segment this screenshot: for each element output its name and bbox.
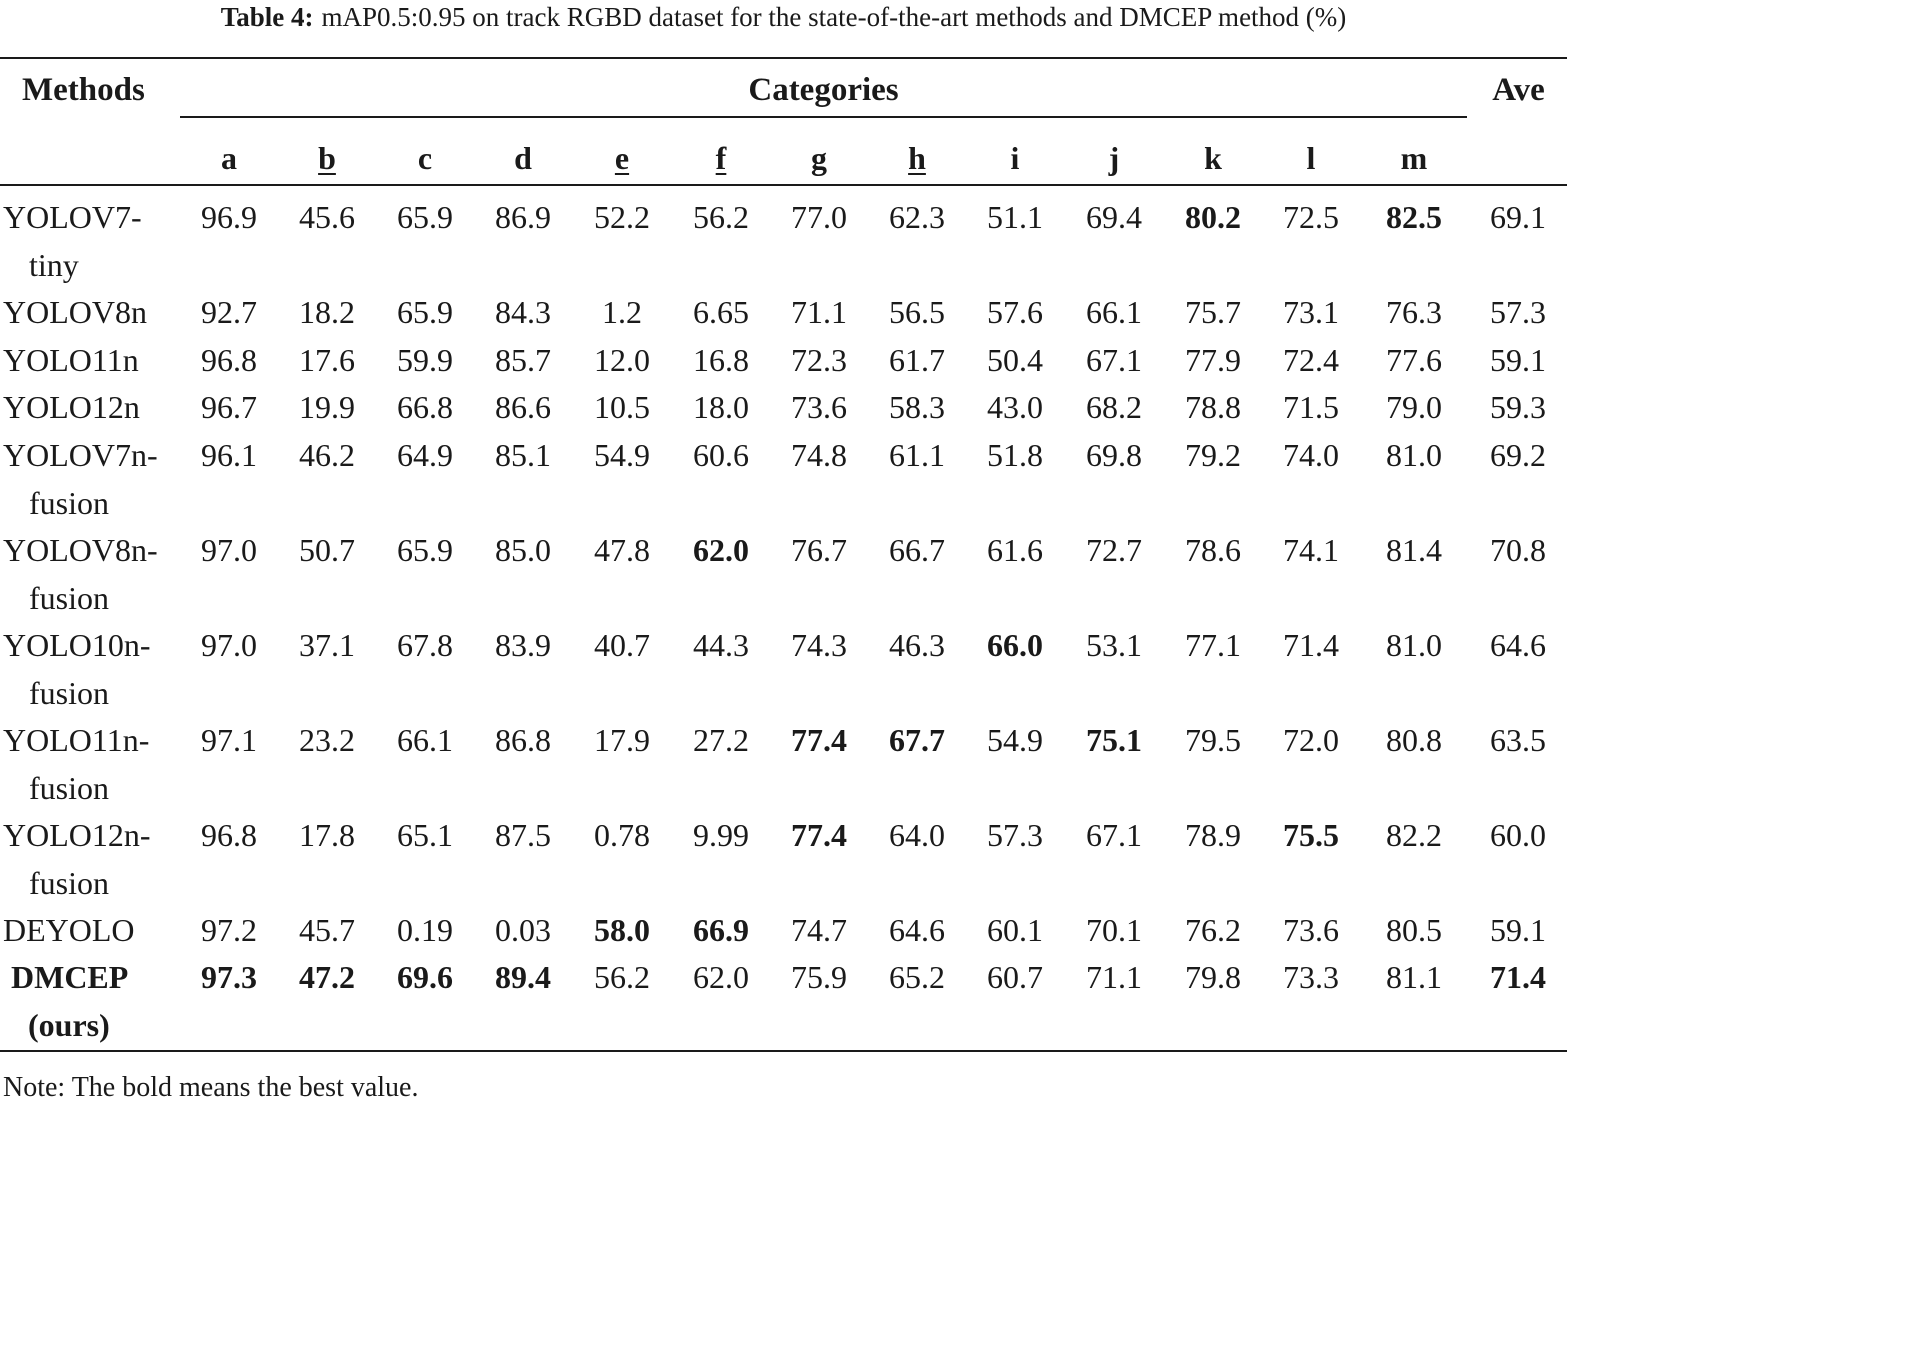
value-cell: 71.1 bbox=[1086, 959, 1142, 995]
value-cell: 72.3 bbox=[791, 341, 847, 378]
average-cell: 60.0 bbox=[1490, 816, 1546, 853]
value-cell: 65.9 bbox=[397, 199, 453, 235]
value-cell: 77.1 bbox=[1185, 626, 1241, 663]
value-cell: 57.6 bbox=[987, 294, 1043, 330]
value-cell: 85.1 bbox=[495, 436, 551, 473]
value-cell: 66.1 bbox=[1086, 294, 1142, 330]
value-cell: 57.3 bbox=[987, 816, 1043, 853]
value-cell: 97.1 bbox=[201, 721, 257, 758]
value-cell: 61.6 bbox=[987, 531, 1043, 568]
value-cell: 43.0 bbox=[987, 389, 1043, 425]
value-cell: 69.4 bbox=[1086, 199, 1142, 235]
method-name-line2: fusion bbox=[29, 579, 109, 616]
value-cell: 96.8 bbox=[201, 341, 257, 378]
value-cell: 40.7 bbox=[594, 626, 650, 663]
table-row bbox=[0, 193, 1567, 287]
value-cell: 56.2 bbox=[693, 199, 749, 235]
value-cell: 17.9 bbox=[594, 721, 650, 758]
value-cell: 19.9 bbox=[299, 389, 355, 425]
value-cell: 71.4 bbox=[1283, 626, 1339, 663]
column-header-b: b bbox=[318, 140, 336, 176]
value-cell: 65.1 bbox=[397, 816, 453, 853]
average-cell: 59.1 bbox=[1490, 341, 1546, 378]
table-caption bbox=[0, 2, 1567, 32]
column-header-j: j bbox=[1108, 140, 1120, 176]
value-cell: 6.65 bbox=[693, 294, 749, 330]
value-cell: 67.7 bbox=[889, 721, 945, 758]
value-cell: 54.9 bbox=[987, 721, 1043, 758]
value-cell: 0.19 bbox=[397, 911, 453, 948]
value-cell: 71.1 bbox=[791, 294, 847, 330]
value-cell: 74.8 bbox=[791, 436, 847, 473]
average-cell: 64.6 bbox=[1490, 626, 1546, 663]
value-cell: 44.3 bbox=[693, 626, 749, 663]
value-cell: 72.5 bbox=[1283, 199, 1339, 235]
value-cell: 67.8 bbox=[397, 626, 453, 663]
value-cell: 81.1 bbox=[1386, 959, 1442, 995]
value-cell: 66.8 bbox=[397, 389, 453, 425]
value-cell: 12.0 bbox=[594, 341, 650, 378]
value-cell: 71.5 bbox=[1283, 389, 1339, 425]
method-name bbox=[3, 526, 178, 622]
method-name bbox=[3, 953, 178, 1049]
value-cell: 78.8 bbox=[1185, 389, 1241, 425]
average-cell: 59.1 bbox=[1490, 911, 1546, 948]
value-cell: 77.9 bbox=[1185, 341, 1241, 378]
value-cell: 76.2 bbox=[1185, 911, 1241, 948]
value-cell: 18.2 bbox=[299, 294, 355, 330]
value-cell: 65.9 bbox=[397, 294, 453, 330]
method-name-line1: YOLOV7n- bbox=[3, 436, 158, 473]
value-cell: 78.6 bbox=[1185, 531, 1241, 568]
value-cell: 0.03 bbox=[495, 911, 551, 948]
value-cell: 73.6 bbox=[1283, 911, 1339, 948]
method-name-line1: YOLO11n- bbox=[3, 721, 150, 758]
method-name bbox=[3, 193, 178, 289]
categories-rule bbox=[180, 116, 1467, 118]
value-cell: 59.9 bbox=[397, 341, 453, 378]
method-name-line1: DEYOLO bbox=[3, 911, 135, 948]
header-rule bbox=[0, 184, 1567, 186]
column-header-k: k bbox=[1204, 140, 1222, 176]
value-cell: 79.5 bbox=[1185, 721, 1241, 758]
value-cell: 66.1 bbox=[397, 721, 453, 758]
value-cell: 97.0 bbox=[201, 626, 257, 663]
value-cell: 86.6 bbox=[495, 389, 551, 425]
value-cell: 0.78 bbox=[594, 816, 650, 853]
method-name bbox=[3, 336, 178, 384]
value-cell: 81.4 bbox=[1386, 531, 1442, 568]
method-name-line1: YOLO12n- bbox=[3, 816, 151, 853]
value-cell: 66.7 bbox=[889, 531, 945, 568]
value-cell: 77.6 bbox=[1386, 341, 1442, 378]
value-cell: 68.2 bbox=[1086, 389, 1142, 425]
table-row bbox=[0, 431, 1567, 525]
value-cell: 97.3 bbox=[201, 959, 257, 995]
value-cell: 51.8 bbox=[987, 436, 1043, 473]
table-row bbox=[0, 288, 1567, 335]
value-cell: 74.1 bbox=[1283, 531, 1339, 568]
method-name-line1: YOLO10n- bbox=[3, 626, 151, 663]
value-cell: 52.2 bbox=[594, 199, 650, 235]
table-row bbox=[0, 716, 1567, 810]
value-cell: 62.0 bbox=[693, 531, 749, 568]
value-cell: 81.0 bbox=[1386, 626, 1442, 663]
value-cell: 45.6 bbox=[299, 199, 355, 235]
caption-text: mAP0.5:0.95 on track RGBD dataset for the state-of-the-art methods and DMCEP method (%) bbox=[321, 2, 1347, 32]
column-header-a: a bbox=[221, 140, 237, 176]
value-cell: 47.8 bbox=[594, 531, 650, 568]
value-cell: 81.0 bbox=[1386, 436, 1442, 473]
value-cell: 80.5 bbox=[1386, 911, 1442, 948]
value-cell: 23.2 bbox=[299, 721, 355, 758]
column-header-e: e bbox=[614, 140, 630, 176]
table-row bbox=[0, 621, 1567, 715]
value-cell: 86.9 bbox=[495, 199, 551, 235]
value-cell: 72.7 bbox=[1086, 531, 1142, 568]
average-cell: 59.3 bbox=[1490, 389, 1546, 425]
column-header-f: f bbox=[715, 140, 727, 176]
column-header-i: i bbox=[1010, 140, 1020, 176]
method-name bbox=[3, 716, 178, 812]
value-cell: 85.7 bbox=[495, 341, 551, 378]
value-cell: 77.0 bbox=[791, 199, 847, 235]
value-cell: 47.2 bbox=[299, 959, 355, 995]
method-name-line1: YOLOV8n bbox=[3, 294, 147, 330]
method-name-line2: tiny bbox=[29, 247, 79, 283]
value-cell: 89.4 bbox=[495, 959, 551, 995]
average-cell: 70.8 bbox=[1490, 531, 1546, 568]
method-name-line2: fusion bbox=[29, 769, 109, 806]
value-cell: 45.7 bbox=[299, 911, 355, 948]
value-cell: 76.3 bbox=[1386, 294, 1442, 330]
value-cell: 16.8 bbox=[693, 341, 749, 378]
column-header-m: m bbox=[1400, 140, 1428, 176]
value-cell: 50.4 bbox=[987, 341, 1043, 378]
column-header-d: d bbox=[514, 140, 532, 176]
value-cell: 87.5 bbox=[495, 816, 551, 853]
average-cell: 71.4 bbox=[1490, 959, 1546, 995]
value-cell: 75.9 bbox=[791, 959, 847, 995]
average-cell: 63.5 bbox=[1490, 721, 1546, 758]
bottom-rule bbox=[0, 1050, 1567, 1052]
method-name bbox=[3, 906, 178, 954]
column-header-c: c bbox=[417, 140, 433, 176]
value-cell: 84.3 bbox=[495, 294, 551, 330]
value-cell: 73.6 bbox=[791, 389, 847, 425]
value-cell: 73.3 bbox=[1283, 959, 1339, 995]
value-cell: 69.8 bbox=[1086, 436, 1142, 473]
value-cell: 56.5 bbox=[889, 294, 945, 330]
value-cell: 58.0 bbox=[594, 911, 650, 948]
value-cell: 82.5 bbox=[1386, 199, 1442, 235]
value-cell: 79.8 bbox=[1185, 959, 1241, 995]
table-row bbox=[0, 811, 1567, 905]
value-cell: 61.1 bbox=[889, 436, 945, 473]
value-cell: 80.2 bbox=[1185, 199, 1241, 235]
method-name-line2: fusion bbox=[29, 484, 109, 521]
value-cell: 96.8 bbox=[201, 816, 257, 853]
value-cell: 54.9 bbox=[594, 436, 650, 473]
value-cell: 17.6 bbox=[299, 341, 355, 378]
value-cell: 97.0 bbox=[201, 531, 257, 568]
value-cell: 62.0 bbox=[693, 959, 749, 995]
value-cell: 18.0 bbox=[693, 389, 749, 425]
method-name-line1: YOLOV8n- bbox=[3, 531, 158, 568]
method-name bbox=[3, 621, 178, 717]
value-cell: 50.7 bbox=[299, 531, 355, 568]
value-cell: 46.2 bbox=[299, 436, 355, 473]
method-name bbox=[3, 431, 178, 527]
value-cell: 74.3 bbox=[791, 626, 847, 663]
value-cell: 83.9 bbox=[495, 626, 551, 663]
value-cell: 96.1 bbox=[201, 436, 257, 473]
value-cell: 80.8 bbox=[1386, 721, 1442, 758]
column-header-l: l bbox=[1306, 140, 1316, 176]
table-row bbox=[0, 906, 1567, 953]
value-cell: 64.9 bbox=[397, 436, 453, 473]
value-cell: 56.2 bbox=[594, 959, 650, 995]
method-name-line2: (ours) bbox=[28, 1007, 110, 1043]
value-cell: 69.6 bbox=[397, 959, 453, 995]
value-cell: 82.2 bbox=[1386, 816, 1442, 853]
value-cell: 46.3 bbox=[889, 626, 945, 663]
value-cell: 58.3 bbox=[889, 389, 945, 425]
value-cell: 97.2 bbox=[201, 911, 257, 948]
column-header-h: h bbox=[908, 140, 926, 176]
value-cell: 64.6 bbox=[889, 911, 945, 948]
table-row bbox=[0, 953, 1567, 1047]
average-cell: 57.3 bbox=[1490, 294, 1546, 330]
method-name-line1: YOLO11n bbox=[3, 341, 139, 378]
method-name-line1: YOLO12n bbox=[3, 389, 140, 425]
value-cell: 70.1 bbox=[1086, 911, 1142, 948]
value-cell: 96.7 bbox=[201, 389, 257, 425]
table-note: Note: The bold means the best value. bbox=[3, 1072, 419, 1103]
value-cell: 79.2 bbox=[1185, 436, 1241, 473]
value-cell: 85.0 bbox=[495, 531, 551, 568]
method-name bbox=[3, 288, 178, 336]
value-cell: 62.3 bbox=[889, 199, 945, 235]
methods-header: Methods bbox=[22, 72, 145, 108]
value-cell: 75.7 bbox=[1185, 294, 1241, 330]
method-name-line1: YOLOV7- bbox=[3, 199, 142, 235]
value-cell: 86.8 bbox=[495, 721, 551, 758]
value-cell: 60.7 bbox=[987, 959, 1043, 995]
value-cell: 65.2 bbox=[889, 959, 945, 995]
value-cell: 77.4 bbox=[791, 721, 847, 758]
value-cell: 96.9 bbox=[201, 199, 257, 235]
value-cell: 51.1 bbox=[987, 199, 1043, 235]
value-cell: 66.9 bbox=[693, 911, 749, 948]
value-cell: 53.1 bbox=[1086, 626, 1142, 663]
value-cell: 79.0 bbox=[1386, 389, 1442, 425]
value-cell: 72.4 bbox=[1283, 341, 1339, 378]
value-cell: 92.7 bbox=[201, 294, 257, 330]
value-cell: 78.9 bbox=[1185, 816, 1241, 853]
value-cell: 17.8 bbox=[299, 816, 355, 853]
column-header-g: g bbox=[811, 140, 827, 176]
value-cell: 10.5 bbox=[594, 389, 650, 425]
value-cell: 67.1 bbox=[1086, 341, 1142, 378]
ave-header: Ave bbox=[1492, 72, 1545, 108]
categories-header: Categories bbox=[748, 72, 899, 108]
value-cell: 75.5 bbox=[1283, 816, 1339, 853]
method-name bbox=[3, 811, 178, 907]
value-cell: 76.7 bbox=[791, 531, 847, 568]
method-name-line2: fusion bbox=[29, 864, 109, 901]
value-cell: 27.2 bbox=[693, 721, 749, 758]
table-row bbox=[0, 526, 1567, 620]
top-rule bbox=[0, 57, 1567, 59]
caption-label: Table 4: bbox=[220, 2, 314, 32]
value-cell: 60.1 bbox=[987, 911, 1043, 948]
value-cell: 67.1 bbox=[1086, 816, 1142, 853]
value-cell: 1.2 bbox=[602, 294, 642, 330]
method-name bbox=[3, 383, 178, 431]
value-cell: 64.0 bbox=[889, 816, 945, 853]
average-cell: 69.1 bbox=[1490, 199, 1546, 235]
table-row bbox=[0, 336, 1567, 383]
value-cell: 72.0 bbox=[1283, 721, 1339, 758]
value-cell: 77.4 bbox=[791, 816, 847, 853]
method-name-line1: DMCEP bbox=[11, 959, 129, 995]
value-cell: 74.0 bbox=[1283, 436, 1339, 473]
table-row bbox=[0, 383, 1567, 430]
value-cell: 60.6 bbox=[693, 436, 749, 473]
value-cell: 74.7 bbox=[791, 911, 847, 948]
method-name-line2: fusion bbox=[29, 674, 109, 711]
value-cell: 61.7 bbox=[889, 341, 945, 378]
value-cell: 73.1 bbox=[1283, 294, 1339, 330]
average-cell: 69.2 bbox=[1490, 436, 1546, 473]
value-cell: 65.9 bbox=[397, 531, 453, 568]
value-cell: 66.0 bbox=[987, 626, 1043, 663]
value-cell: 75.1 bbox=[1086, 721, 1142, 758]
value-cell: 9.99 bbox=[693, 816, 749, 853]
value-cell: 37.1 bbox=[299, 626, 355, 663]
